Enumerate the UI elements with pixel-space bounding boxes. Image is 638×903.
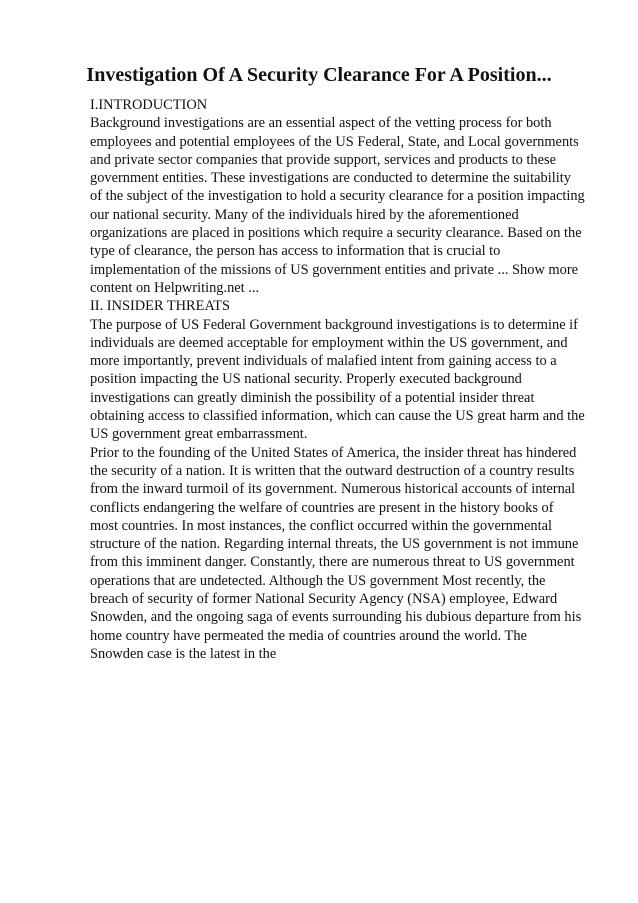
document-body [90, 96, 600, 663]
text-line: implementation of the missions of US government entities and private ... Show more [90, 261, 579, 278]
intro-heading: I.INTRODUCTION [90, 97, 208, 113]
text-line: operations that are undetected. Although the US government Most recently, the [90, 572, 546, 589]
text-line: Snowden case is the latest in the [90, 645, 277, 662]
text-line: employees and potential employees of the US Federal, State, and Local governments [90, 133, 579, 150]
text-line: structure of the nation. Regarding internal threats, the US government is not immune [90, 536, 579, 553]
text-line: type of clearance, the person has access to information that is crucial to [90, 243, 501, 260]
text-line: the security of a nation. It is written that the outward destruction of a country results [90, 462, 575, 479]
text-line: home country have permeated the media of countries around the world. The [90, 627, 527, 644]
text-line: position impacting the US national security. Properly executed background [90, 371, 522, 388]
text-line: organizations are placed in positions which require a security clearance. Based on the [90, 225, 582, 242]
text-line: our national security. Many of the individuals hired by the aforementioned [90, 206, 519, 223]
text-line: Background investigations are an essential aspect of the vetting process for both [90, 115, 552, 132]
text-line: The purpose of US Federal Government background investigations is to determine if [90, 316, 578, 333]
text-line: most countries. In most instances, the conflict occurred within the governmental [90, 517, 552, 534]
text-line: and private sector companies that provide support, services and products to these [90, 151, 556, 168]
text-line: Prior to the founding of the United States of America, the insider threat has hindered [90, 444, 577, 461]
insider-threats-heading: II. INSIDER THREATS [90, 298, 231, 315]
text-line: obtaining access to classified information, which can cause the US great harm and the [90, 408, 585, 425]
document-title: Investigation Of A Security Clearance For A Position... [86, 64, 552, 86]
text-line: from the inward turmoil of its government. Numerous historical accounts of internal [90, 481, 576, 498]
text-line: conflicts endangering the welfare of countries are present in the history books of [90, 499, 554, 516]
text-line: individuals are deemed acceptable for employment within the US government, and [90, 334, 568, 351]
text-line: US government great embarrassment. [90, 426, 308, 443]
text-line: government entities. These investigations are conducted to determine the suitability [90, 170, 571, 187]
text-line: of the subject of the investigation to hold a security clearance for a position impacting [90, 188, 585, 205]
text-line: breach of security of former National Security Agency (NSA) employee, Edward [90, 591, 558, 608]
text-line: more importantly, prevent individuals of malafied intent from gaining access to a [90, 353, 557, 370]
text-line: investigations can greatly diminish the possibility of a potential insider threat [90, 389, 535, 406]
text-line: Snowden, and the ongoing saga of events surrounding his dubious departure from his [90, 609, 582, 626]
text-line: content on Helpwriting.net ... [90, 279, 260, 296]
text-line: from this imminent danger. Constantly, there are numerous threat to US government [90, 554, 575, 571]
